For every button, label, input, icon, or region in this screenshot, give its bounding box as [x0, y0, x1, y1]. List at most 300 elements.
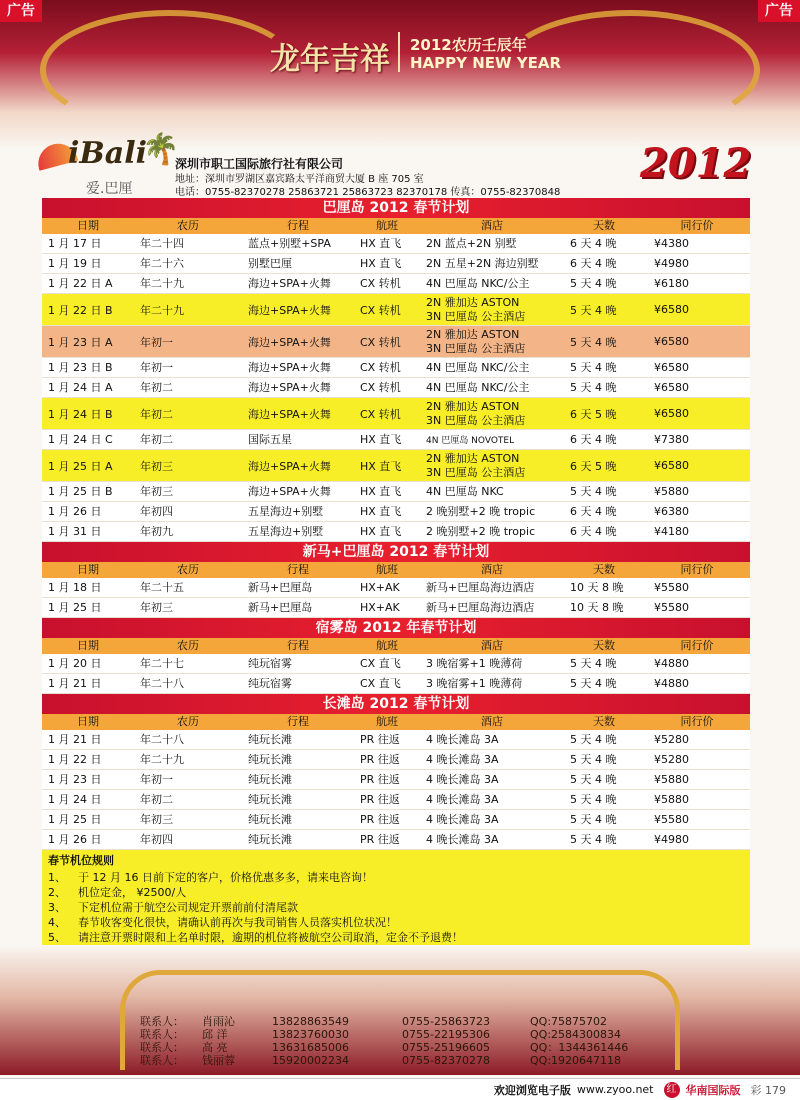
days-cell: 6 天 5 晚 [570, 459, 617, 473]
contact-name: 邱 洋 [202, 1028, 228, 1041]
date-header: 日期 [77, 715, 99, 728]
hotel-line: 2N 雅加达 ASTON [426, 295, 520, 309]
lunar-cell: 年二十七 [140, 657, 184, 670]
contact-tel: 0755-22195306 [402, 1028, 490, 1041]
contact-tel: 0755-82370278 [402, 1054, 490, 1067]
table-row [42, 274, 750, 294]
contact-row [140, 1041, 660, 1054]
price-header: 同行价 [680, 639, 714, 652]
table-header [42, 714, 750, 730]
company-name: 深圳市职工国际旅行社有限公司 [175, 157, 344, 171]
flight-header: 航班 [376, 563, 398, 576]
price-cell: ¥4980 [654, 257, 689, 270]
table-row [42, 578, 750, 598]
price-cell: ¥5580 [654, 581, 689, 594]
date-cell: 1 月 24 日 A [48, 381, 113, 394]
date-header: 日期 [77, 563, 99, 576]
table-row [42, 450, 750, 482]
trip-cell: 海边+SPA+火舞 [248, 361, 331, 374]
date-cell: 1 月 25 日 B [48, 485, 113, 498]
table-row [42, 326, 750, 358]
date-cell: 1 月 21 日 [48, 733, 102, 746]
lunar-cell: 年初三 [140, 813, 173, 826]
section-title: 巴厘岛 2012 春节计划 [42, 198, 750, 218]
trip-cell: 纯玩长滩 [248, 833, 292, 846]
header-banner [0, 0, 800, 150]
hotel-line: 4N 巴厘岛 NKC/公主 [426, 381, 530, 394]
table-row [42, 234, 750, 254]
contact-row [140, 1028, 660, 1041]
days-cell: 5 天 4 晚 [570, 485, 617, 498]
lunar-cell: 年初三 [140, 601, 173, 614]
rule-item [48, 930, 744, 945]
lunar-header: 农历 [177, 219, 199, 232]
lunar-cell: 年初一 [140, 773, 173, 786]
days-cell: 6 天 4 晚 [570, 237, 617, 250]
price-cell: ¥6580 [654, 381, 689, 394]
days-cell: 5 天 4 晚 [570, 677, 617, 690]
price-cell: ¥6380 [654, 505, 689, 518]
contact-row [140, 1054, 660, 1067]
trip-cell: 海边+SPA+火舞 [248, 335, 331, 349]
hotel-line: 3 晚宿雾+1 晚薄荷 [426, 677, 523, 690]
price-cell: ¥5580 [654, 813, 689, 826]
lunar-cell: 年初三 [140, 485, 173, 498]
page-number: 彩 179 [750, 1083, 786, 1097]
hotel-header: 酒店 [481, 715, 503, 728]
hotel-cell [420, 450, 564, 481]
trip-header: 行程 [287, 639, 309, 652]
table-row [42, 674, 750, 694]
flight-cell: PR 往返 [360, 833, 400, 846]
trip-cell: 纯玩长滩 [248, 753, 292, 766]
rule-item [48, 900, 744, 915]
price-cell: ¥6580 [654, 303, 689, 316]
hotel-cell [420, 674, 564, 693]
date-cell: 1 月 21 日 [48, 677, 102, 690]
days-cell: 6 天 5 晚 [570, 407, 617, 421]
table-row [42, 358, 750, 378]
hotel-cell [420, 522, 564, 541]
trip-header: 行程 [287, 715, 309, 728]
date-cell: 1 月 22 日 [48, 753, 102, 766]
trip-cell: 五星海边+别墅 [248, 505, 324, 518]
table-row [42, 730, 750, 750]
rule-item [48, 870, 744, 885]
hotel-cell [420, 326, 564, 357]
rule-text: 机位定金， ¥2500/人 [78, 886, 187, 899]
hotel-cell [420, 502, 564, 521]
contact-mobile: 15920002234 [272, 1054, 349, 1067]
flight-cell: CX 转机 [360, 361, 401, 374]
days-header: 天数 [593, 639, 615, 652]
price-cell: ¥6580 [654, 407, 689, 420]
hotel-cell [420, 830, 564, 849]
flight-cell: HX 直飞 [360, 433, 402, 446]
hotel-cell [420, 294, 564, 325]
flight-cell: CX 转机 [360, 407, 401, 421]
banner-subtitle-en: HAPPY NEW YEAR [410, 54, 562, 72]
lunar-cell: 年二十九 [140, 753, 184, 766]
trip-cell: 五星海边+别墅 [248, 525, 324, 538]
price-cell: ¥4180 [654, 525, 689, 538]
flight-cell: PR 往返 [360, 793, 400, 806]
section-title: 新马+巴厘岛 2012 春节计划 [42, 542, 750, 562]
flight-cell: CX 直飞 [360, 677, 401, 690]
days-cell: 5 天 4 晚 [570, 793, 617, 806]
bottom-url[interactable]: www.zyoo.net [576, 1083, 654, 1096]
price-cell: ¥4980 [654, 833, 689, 846]
days-cell: 5 天 4 晚 [570, 657, 617, 670]
logo-text: iBali [68, 136, 147, 171]
flight-cell: HX 直飞 [360, 485, 402, 498]
contact-tel: 0755-25863723 [402, 1015, 490, 1028]
flight-cell: CX 转机 [360, 277, 401, 290]
trip-cell: 蓝点+别墅+SPA [248, 237, 331, 250]
schedule-tables [42, 198, 750, 962]
hotel-line: 4 晚长滩岛 3A [426, 833, 499, 846]
hotel-line: 新马+巴厘岛海边酒店 [426, 601, 535, 614]
price-cell: ¥4380 [654, 237, 689, 250]
trip-header: 行程 [287, 219, 309, 232]
date-cell: 1 月 23 日 B [48, 361, 113, 374]
palm-tree-icon: 🌴 [142, 132, 180, 167]
hotel-line: 3N 巴厘岛 公主酒店 [426, 309, 526, 323]
hotel-cell [420, 730, 564, 749]
rule-item [48, 915, 744, 930]
days-cell: 5 天 4 晚 [570, 303, 617, 317]
hotel-cell [420, 274, 564, 293]
table-row [42, 254, 750, 274]
contact-qq: QQ:2584300834 [530, 1028, 622, 1041]
hotel-line: 4N 巴厘岛 NKC/公主 [426, 277, 530, 290]
hotel-cell [420, 810, 564, 829]
price-cell: ¥5880 [654, 773, 689, 786]
lunar-header: 农历 [177, 563, 199, 576]
date-cell: 1 月 24 日 [48, 793, 102, 806]
company-address: 地址：深圳市罗湖区嘉宾路太平洋商贸大厦 B 座 705 室 [175, 174, 424, 185]
price-cell: ¥4880 [654, 657, 689, 670]
ornament-left [40, 10, 300, 130]
flight-cell: PR 往返 [360, 733, 400, 746]
lunar-cell: 年二十九 [140, 303, 184, 317]
table-row [42, 482, 750, 502]
ad-tag-right: 广告 [758, 0, 800, 22]
rule-number: 2、 [48, 886, 66, 899]
days-cell: 6 天 4 晚 [570, 257, 617, 270]
lunar-cell: 年初四 [140, 505, 173, 518]
price-cell: ¥6580 [654, 459, 689, 472]
flight-cell: PR 往返 [360, 773, 400, 786]
date-cell: 1 月 25 日 [48, 813, 102, 826]
date-cell: 1 月 26 日 [48, 505, 102, 518]
hotel-line: 2N 雅加达 ASTON [426, 327, 520, 341]
flight-cell: CX 直飞 [360, 657, 401, 670]
price-cell: ¥5880 [654, 793, 689, 806]
logo-subtext: 爱.巴厘 [86, 181, 133, 197]
hong-badge: 红 [664, 1082, 680, 1098]
price-header: 同行价 [680, 563, 714, 576]
flight-cell: CX 转机 [360, 303, 401, 317]
contact-name: 高 亮 [202, 1041, 228, 1054]
days-header: 天数 [593, 219, 615, 232]
days-cell: 5 天 4 晚 [570, 773, 617, 786]
rule-text: 请注意开票时限和上名单时限，逾期的机位将被航空公司取消，定金不予退费！ [78, 931, 463, 944]
date-cell: 1 月 24 日 B [48, 407, 113, 421]
table-header [42, 638, 750, 654]
table-row [42, 378, 750, 398]
trip-cell: 海边+SPA+火舞 [248, 485, 331, 498]
trip-cell: 海边+SPA+火舞 [248, 381, 331, 394]
hotel-line: 2 晚别墅+2 晚 tropic [426, 505, 536, 518]
days-cell: 5 天 4 晚 [570, 381, 617, 394]
hotel-line: 4 晚长滩岛 3A [426, 813, 499, 826]
days-cell: 5 天 4 晚 [570, 335, 617, 349]
lunar-cell: 年初二 [140, 433, 173, 446]
flight-cell: PR 往返 [360, 813, 400, 826]
table-row [42, 790, 750, 810]
date-cell: 1 月 22 日 A [48, 277, 113, 290]
price-header: 同行价 [680, 219, 714, 232]
days-header: 天数 [593, 563, 615, 576]
lunar-cell: 年初四 [140, 833, 173, 846]
contact-qq: QQ:1920647118 [530, 1054, 622, 1067]
date-cell: 1 月 20 日 [48, 657, 102, 670]
flight-header: 航班 [376, 219, 398, 232]
date-cell: 1 月 24 日 C [48, 433, 113, 446]
lunar-cell: 年二十五 [140, 581, 184, 594]
trip-cell: 海边+SPA+火舞 [248, 303, 331, 317]
hotel-line: 4N 巴厘岛 NOVOTEL [426, 436, 515, 446]
rule-text: 下定机位需于航空公司规定开票前前付清尾款 [78, 901, 298, 914]
rule-number: 5、 [48, 931, 66, 944]
flight-cell: HX 直飞 [360, 257, 402, 270]
date-cell: 1 月 18 日 [48, 581, 102, 594]
days-cell: 5 天 4 晚 [570, 277, 617, 290]
lunar-cell: 年初三 [140, 459, 173, 473]
table-row [42, 294, 750, 326]
price-cell: ¥5880 [654, 485, 689, 498]
table-row [42, 770, 750, 790]
banner-subtitle-cn: 2012农历壬辰年 [410, 36, 527, 54]
hotel-line: 2N 雅加达 ASTON [426, 451, 520, 465]
hotel-header: 酒店 [481, 219, 503, 232]
rule-number: 1、 [48, 871, 66, 884]
hotel-cell [420, 770, 564, 789]
hotel-line: 2N 五星+2N 海边别墅 [426, 257, 539, 270]
table-row [42, 750, 750, 770]
price-cell: ¥5280 [654, 733, 689, 746]
table-header [42, 218, 750, 234]
flight-header: 航班 [376, 639, 398, 652]
table-row [42, 522, 750, 542]
price-cell: ¥4880 [654, 677, 689, 690]
date-cell: 1 月 22 日 B [48, 303, 113, 317]
hotel-line: 4N 巴厘岛 NKC/公主 [426, 361, 530, 374]
lunar-cell: 年二十四 [140, 237, 184, 250]
flight-cell: HX+AK [360, 601, 400, 614]
flight-cell: HX+AK [360, 581, 400, 594]
date-cell: 1 月 17 日 [48, 237, 102, 250]
days-cell: 5 天 4 晚 [570, 813, 617, 826]
rule-text: 于 12 月 16 日前下定的客户，价格优惠多多，请来电咨询！ [78, 871, 373, 884]
hotel-cell [420, 358, 564, 377]
table-row [42, 502, 750, 522]
bottom-bar [0, 1078, 800, 1100]
hotel-line: 2N 雅加达 ASTON [426, 399, 520, 413]
days-cell: 6 天 4 晚 [570, 505, 617, 518]
days-cell: 5 天 4 晚 [570, 361, 617, 374]
contact-label: 联系人： [140, 1015, 184, 1028]
banner-divider [398, 32, 400, 72]
table-header [42, 562, 750, 578]
date-cell: 1 月 25 日 [48, 601, 102, 614]
days-cell: 6 天 4 晚 [570, 525, 617, 538]
hotel-line: 3 晚宿雾+1 晚薄荷 [426, 657, 523, 670]
banner-title: 龙年吉祥 [270, 42, 390, 77]
days-cell: 10 天 8 晚 [570, 581, 624, 594]
hotel-line: 3N 巴厘岛 公主酒店 [426, 465, 526, 479]
trip-cell: 纯玩长滩 [248, 793, 292, 806]
hotel-cell [420, 750, 564, 769]
hotel-line: 4 晚长滩岛 3A [426, 753, 499, 766]
price-cell: ¥5280 [654, 753, 689, 766]
trip-cell: 纯玩宿雾 [248, 657, 292, 670]
section-title: 长滩岛 2012 春节计划 [42, 694, 750, 714]
hotel-cell [420, 654, 564, 673]
rules-title: 春节机位规则 [48, 854, 114, 867]
rule-text: 春节收客变化很快，请确认前再次与我司销售人员落实机位状况！ [78, 916, 397, 929]
table-row [42, 654, 750, 674]
hotel-cell [420, 790, 564, 809]
hotel-cell [420, 378, 564, 397]
trip-cell: 新马+巴厘岛 [248, 601, 313, 614]
days-cell: 5 天 4 晚 [570, 733, 617, 746]
hotel-line: 4 晚长滩岛 3A [426, 733, 499, 746]
lunar-cell: 年二十八 [140, 733, 184, 746]
magazine-name: 华南国际版 [685, 1083, 741, 1097]
table-row [42, 810, 750, 830]
days-cell: 6 天 4 晚 [570, 433, 617, 446]
trip-cell: 纯玩长滩 [248, 773, 292, 786]
table-row [42, 598, 750, 618]
lunar-cell: 年初二 [140, 407, 173, 421]
date-cell: 1 月 25 日 A [48, 459, 113, 473]
price-cell: ¥6180 [654, 277, 689, 290]
days-cell: 5 天 4 晚 [570, 833, 617, 846]
flight-header: 航班 [376, 715, 398, 728]
trip-cell: 海边+SPA+火舞 [248, 459, 331, 473]
lunar-cell: 年初九 [140, 525, 173, 538]
hotel-line: 4 晚长滩岛 3A [426, 773, 499, 786]
company-contact: 电话：0755-82370278 25863721 25863723 82370178 传真：0755-82370848 [175, 187, 561, 198]
table-row [42, 830, 750, 850]
lunar-cell: 年初一 [140, 335, 173, 349]
trip-cell: 纯玩宿雾 [248, 677, 292, 690]
contact-row [140, 1015, 660, 1028]
contact-mobile: 13828863549 [272, 1015, 349, 1028]
contact-label: 联系人： [140, 1028, 184, 1041]
flight-cell: HX 直飞 [360, 459, 402, 473]
date-header: 日期 [77, 639, 99, 652]
hotel-line: 4N 巴厘岛 NKC [426, 485, 504, 498]
hotel-line: 2N 蓝点+2N 别墅 [426, 237, 517, 250]
lunar-header: 农历 [177, 715, 199, 728]
table-row [42, 398, 750, 430]
hotel-cell [420, 254, 564, 273]
lunar-cell: 年初二 [140, 381, 173, 394]
rule-number: 4、 [48, 916, 66, 929]
flight-cell: CX 转机 [360, 381, 401, 394]
hotel-cell [420, 598, 564, 617]
contact-mobile: 13823760030 [272, 1028, 349, 1041]
hotel-header: 酒店 [481, 639, 503, 652]
date-cell: 1 月 19 日 [48, 257, 102, 270]
price-cell: ¥6580 [654, 335, 689, 348]
date-cell: 1 月 26 日 [48, 833, 102, 846]
bottom-welcome: 欢迎浏览电子版 [493, 1083, 571, 1097]
hotel-cell [420, 398, 564, 429]
logo-2012: 2012 [640, 140, 752, 187]
price-header: 同行价 [680, 715, 714, 728]
flight-cell: CX 转机 [360, 335, 401, 349]
date-cell: 1 月 23 日 A [48, 335, 113, 349]
trip-cell: 海边+SPA+火舞 [248, 407, 331, 421]
contact-label: 联系人： [140, 1041, 184, 1054]
hotel-line: 4 晚长滩岛 3A [426, 793, 499, 806]
lunar-cell: 年初一 [140, 361, 173, 374]
hotel-cell [420, 578, 564, 597]
flight-cell: HX 直飞 [360, 505, 402, 518]
hotel-line: 3N 巴厘岛 公主酒店 [426, 341, 526, 355]
trip-cell: 新马+巴厘岛 [248, 581, 313, 594]
trip-cell: 纯玩长滩 [248, 813, 292, 826]
contact-label: 联系人： [140, 1054, 184, 1067]
price-cell: ¥7380 [654, 433, 689, 446]
lunar-header: 农历 [177, 639, 199, 652]
date-cell: 1 月 31 日 [48, 525, 102, 538]
hotel-line: 3N 巴厘岛 公主酒店 [426, 413, 526, 427]
section-title: 宿雾岛 2012 年春节计划 [42, 618, 750, 638]
lunar-cell: 年二十八 [140, 677, 184, 690]
flight-cell: HX 直飞 [360, 237, 402, 250]
date-header: 日期 [77, 219, 99, 232]
rule-item [48, 885, 744, 900]
hotel-cell [420, 482, 564, 501]
table-row [42, 430, 750, 450]
lunar-cell: 年二十六 [140, 257, 184, 270]
company-logo [30, 130, 180, 200]
hotel-line: 2 晚别墅+2 晚 tropic [426, 525, 536, 538]
days-cell: 10 天 8 晚 [570, 601, 624, 614]
hotel-line: 新马+巴厘岛海边酒店 [426, 581, 535, 594]
days-cell: 5 天 4 晚 [570, 753, 617, 766]
trip-cell: 别墅巴厘 [248, 257, 292, 270]
contact-name: 肖雨沁 [202, 1015, 235, 1028]
trip-header: 行程 [287, 563, 309, 576]
contact-qq: QQ:75875702 [530, 1015, 608, 1028]
price-cell: ¥5580 [654, 601, 689, 614]
ad-tag-left: 广告 [0, 0, 42, 22]
hotel-cell [420, 234, 564, 253]
price-cell: ¥6580 [654, 361, 689, 374]
contact-qq: QQ：1344361446 [530, 1041, 629, 1054]
contact-mobile: 13631685006 [272, 1041, 349, 1054]
trip-cell: 纯玩长滩 [248, 733, 292, 746]
lunar-cell: 年二十九 [140, 277, 184, 290]
trip-cell: 国际五星 [248, 433, 292, 446]
flight-cell: PR 往返 [360, 753, 400, 766]
